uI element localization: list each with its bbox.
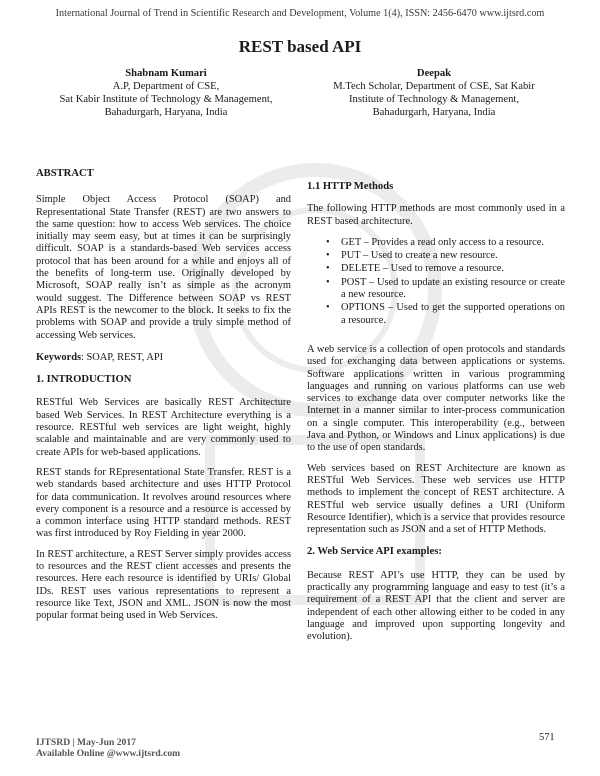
footer-website: Available Online @www.ijtsrd.com	[36, 748, 181, 759]
http-methods-list	[307, 237, 565, 327]
api-paragraph: Because REST API’s use HTTP, they can be used by practically any programming language and easy to test (it’s a requirement of a REST API that the client and server are independent of each other allowing either to be coded in any language and improved upon supporting longevity and evolution).	[307, 569, 565, 643]
footer-journal: IJTSRD | May-Jun 2017	[36, 737, 136, 748]
intro-paragraph: REST stands for REpresentational State Transfer. REST is a web standards based architecture and uses HTTP Protocol for data communication. It revolves around resources where every component is a resource and a resource is accessed by a common interface using HTTP standard methods. REST was first introduced by Roy Fielding in year 2000.	[36, 466, 291, 540]
author-affiliation: Sat Kabir Institute of Technology & Management,	[59, 94, 273, 105]
author-affiliation: Institute of Technology & Management,	[349, 94, 519, 105]
left-column	[36, 168, 291, 631]
paper-title: REST based API	[238, 37, 362, 56]
keywords-label: Keywords	[36, 351, 82, 363]
author-affiliation: Bahadurgarh, Haryana, India	[104, 107, 228, 118]
keywords-value: : SOAP, REST, API	[81, 351, 164, 363]
author-affiliation: M.Tech Scholar, Department of CSE, Sat Kabir	[333, 81, 535, 92]
intro-paragraph: RESTful Web Services are basically REST Architecture based Web Services. In REST Architecture everything is a resource. RESTful web services are light weight, highly scalable and maintainable and are very commonly used to create APIs for web-based applications.	[36, 397, 291, 458]
web-service-paragraph: A web service is a collection of open protocols and standards used for exchanging data between applications or systems. Software applications written in various programming languages and running on various platforms can use web services to exchange data over computer networks like the Internet in a manner similar to inter-process communication on a single computer. This interoperability (e.g., between Java and Python, or Windows and Linux applications) is due to the use of open standards.	[307, 343, 565, 454]
list-item: • POST – Used to update an existing resource or create a new resource.	[341, 277, 565, 302]
introduction-heading: 1. INTRODUCTION	[36, 374, 132, 386]
author-block-1	[36, 67, 296, 119]
abstract-heading: ABSTRACT	[36, 168, 94, 179]
footer	[36, 737, 180, 759]
journal-header: International Journal of Trend in Scientific Research and Development, Volume 1(4), ISSN: 2456-6470 www.ijtsrd.com	[55, 8, 545, 19]
keywords	[36, 352, 291, 364]
author-affiliation: A.P, Department of CSE,	[112, 81, 220, 92]
api-examples-heading: 2. Web Service API examples:	[307, 546, 442, 558]
author-name: Deepak	[416, 68, 452, 79]
restful-paragraph: Web services based on REST Architecture are known as RESTful Web Services. These web services use HTTP methods to implement the concept of REST architecture. A RESTful web service usually defines a URI (Uniform Resource Identifier), which is a service that provides resource representation such as JSON and a set of HTTP Methods.	[307, 462, 565, 536]
list-item: • DELETE – Used to remove a resource.	[341, 263, 565, 275]
right-column	[307, 181, 565, 652]
intro-paragraph: In REST architecture, a REST Server simply provides access to resources and the REST client accesses and presents the resources. Here each resource is identified by URIs/ Global IDs. REST uses various representations to represent a resource like Text, JSON and XML. JSON is now the most popular format being used in Web Services.	[36, 548, 291, 622]
list-item: • OPTIONS – Used to get the supported operations on a resource.	[341, 302, 565, 327]
author-block-2	[304, 67, 564, 119]
author-affiliation: Bahadurgarh, Haryana, India	[372, 107, 496, 118]
abstract-text: Simple Object Access Protocol (SOAP) and Representational State Transfer (REST) are two answers to the same question: how to access Web services. The choice initially may seem easy, but at times it can be surprisingly difficult. SOAP is a standards-based Web services access protocol that has been around for a while and enjoys all of the benefits of long-term use. Originally developed by Microsoft, SOAP really isn’t as simple as the acronym would suggest. The Difference between SOAP vs REST APIs REST is the newcomer to the block. It seeks to fix the problems with SOAP and provide a truly simple method of accessing Web services.	[36, 194, 291, 341]
list-item: • PUT – Used to create a new resource.	[341, 250, 565, 262]
http-methods-heading: 1.1 HTTP Methods	[307, 181, 394, 192]
list-item: • GET – Provides a read only access to a resource.	[341, 237, 565, 249]
author-name: Shabnam Kumari	[125, 68, 207, 79]
page-number: 571	[539, 732, 555, 743]
http-methods-intro: The following HTTP methods are most commonly used in a REST based architecture.	[307, 203, 565, 227]
